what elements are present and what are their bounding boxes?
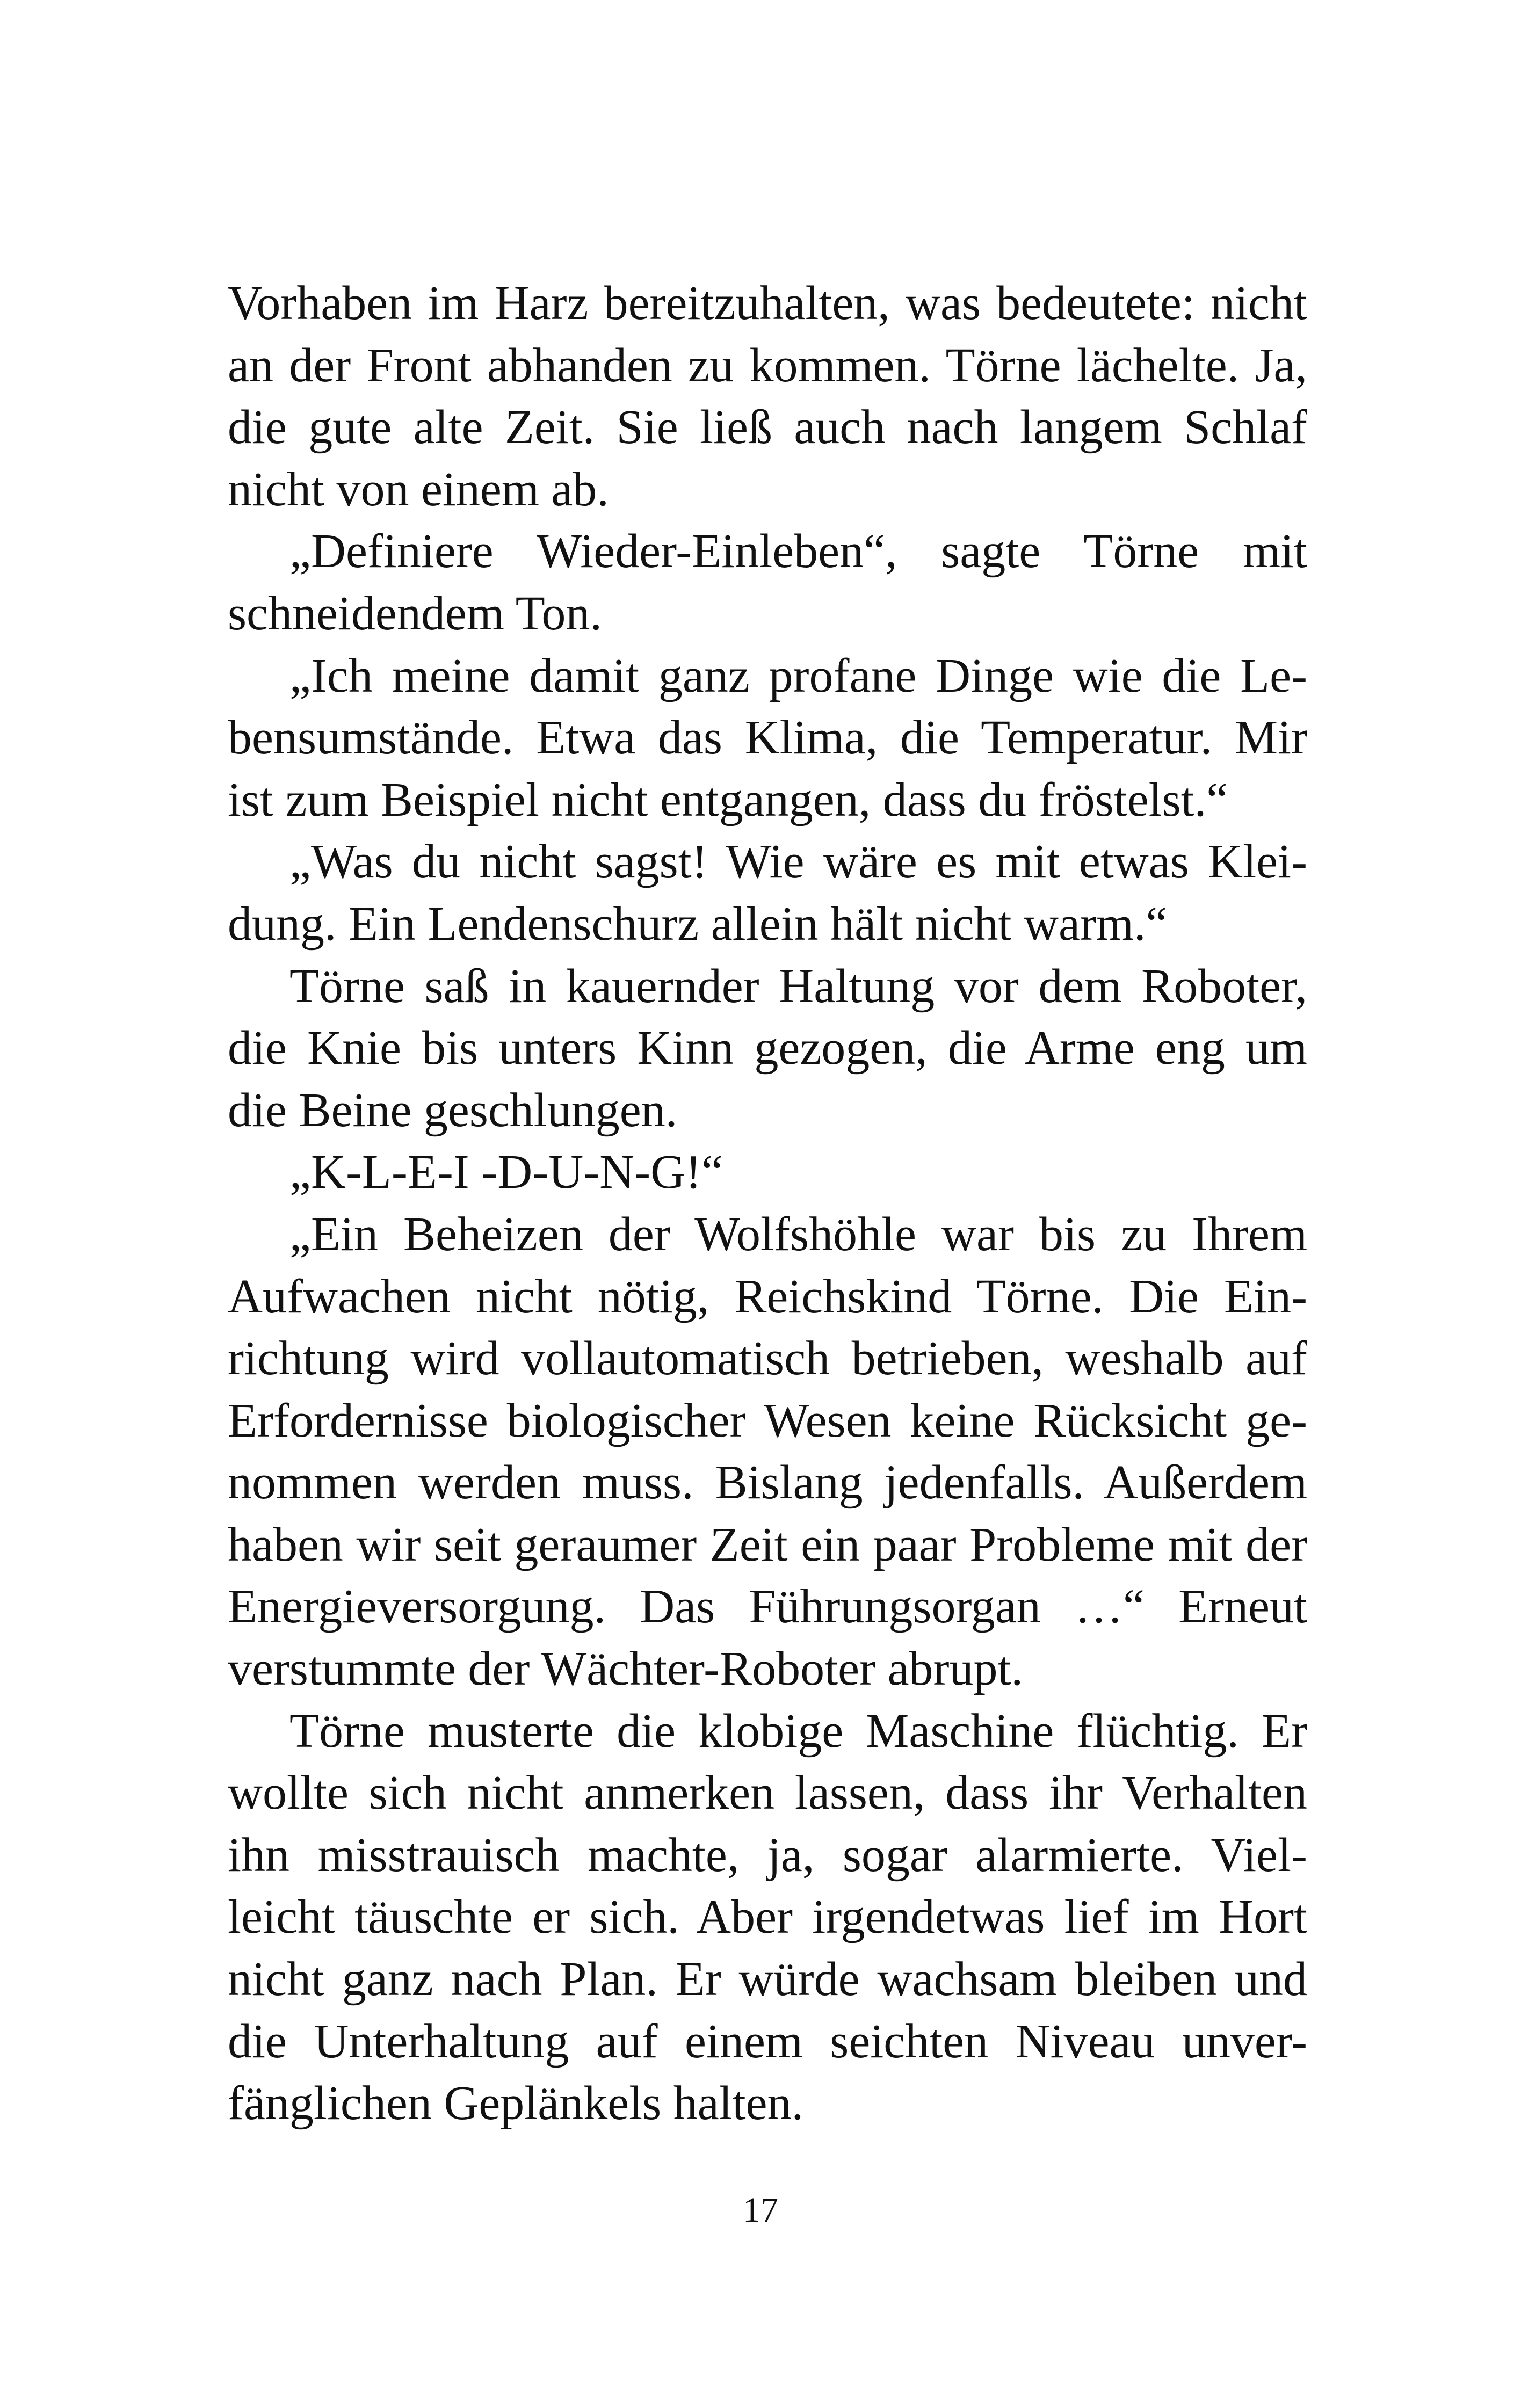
text-line: nicht von einem ab. [228, 462, 609, 516]
text-line: „K-L-E-I -D-U-N-G!“ [289, 1145, 723, 1199]
text-line: leicht täuschte er sich. Aber irgendetwas lief im Hort [228, 1890, 1307, 1944]
text-line: „Definiere Wieder-Einleben“, sagte Törne mit [289, 525, 1307, 578]
text-line: Aufwachen nicht nötig, Reichskind Törne. Die Ein- [228, 1270, 1307, 1323]
text-line: schneidendem Ton. [228, 586, 602, 640]
text-line: Törne musterte die klobige Maschine flüchtig. Er [289, 1704, 1307, 1758]
text-line: fänglichen Geplänkels halten. [228, 2077, 804, 2130]
text-line: Törne saß in kauernder Haltung vor dem Roboter, [289, 959, 1307, 1013]
text-line: Vorhaben im Harz bereitzuhalten, was bedeutete: nicht [228, 277, 1307, 330]
text-line: nicht ganz nach Plan. Er würde wachsam bleiben und [228, 1953, 1307, 2006]
text-line: ihn misstrauisch machte, ja, sogar alarmierte. Viel- [228, 1828, 1307, 1882]
text-line: die Unterhaltung auf einem seichten Niveau unver- [228, 2014, 1307, 2068]
text-line: ist zum Beispiel nicht entgangen, dass du fröstelst.“ [228, 773, 1228, 826]
text-line: bensumstände. Etwa das Klima, die Temperatur. Mir [228, 711, 1307, 765]
text-line: die Knie bis unters Kinn gezogen, die Arme eng um [228, 1021, 1307, 1075]
text-line: wollte sich nicht anmerken lassen, dass ihr Verhalten [228, 1766, 1307, 1820]
page-text [228, 272, 1307, 2135]
page-number: 17 [743, 2191, 778, 2230]
text-line: Erfordernisse biologischer Wesen keine Rücksicht ge- [228, 1394, 1307, 1447]
text-line: haben wir seit geraumer Zeit ein paar Probleme mit der [228, 1518, 1307, 1571]
text-line: „Was du nicht sagst! Wie wäre es mit etwas Klei- [289, 835, 1307, 889]
text-line: nommen werden muss. Bislang jedenfalls. Außerdem [228, 1456, 1307, 1510]
text-line: Energieversorgung. Das Führungsorgan …“ Erneut [228, 1580, 1307, 1634]
text-line: „Ein Beheizen der Wolfshöhle war bis zu Ihrem [289, 1207, 1307, 1261]
text-line: verstummte der Wächter-Roboter abrupt. [228, 1642, 1024, 1696]
text-line: dung. Ein Lendenschurz allein hält nicht warm.“ [228, 897, 1168, 951]
text-line: „Ich meine damit ganz profane Dinge wie die Le- [289, 649, 1307, 702]
text-line: richtung wird vollautomatisch betrieben, weshalb auf [228, 1332, 1307, 1386]
text-line: an der Front abhanden zu kommen. Törne lächelte. Ja, [228, 338, 1307, 392]
text-line: die gute alte Zeit. Sie ließ auch nach langem Schlaf [228, 401, 1307, 454]
text-line: die Beine geschlungen. [228, 1083, 678, 1137]
